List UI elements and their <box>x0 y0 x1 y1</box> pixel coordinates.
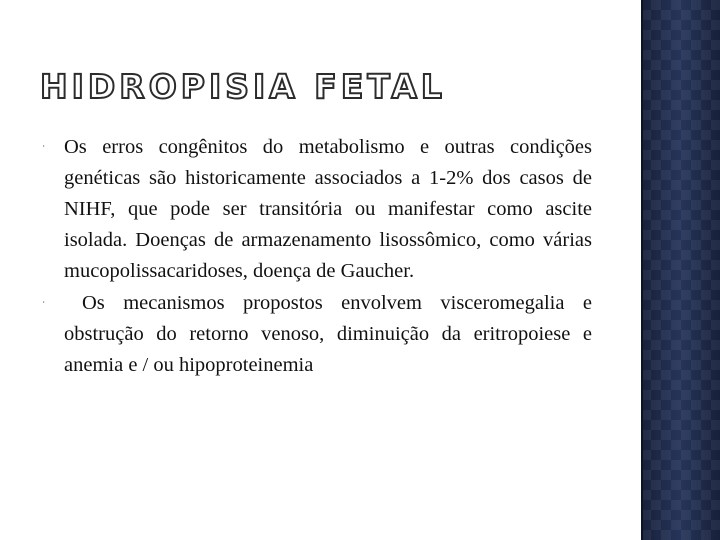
bullet-marker-icon: ᐧ <box>42 141 45 153</box>
bullet-item <box>42 132 592 287</box>
sidebar-edge <box>641 0 643 540</box>
bullet-marker-icon: ᐧ <box>42 297 45 309</box>
bullet-text: Os mecanismos propostos envolvem visceromegalia e obstrução do retorno venoso, diminuição da eritropoiese e anemia e / ou hipoproteinemia <box>64 292 592 376</box>
bullet-item <box>42 288 592 381</box>
bullet-text: Os erros congênitos do metabolismo e outras condições genéticas são historicamente associados a 1-2% dos casos de NIHF, que pode ser transitória ou manifestar como ascite isolada. Doenças de armazenamento lisossômico, como várias mucopolissacaridoses, doença de Gaucher. <box>64 136 592 282</box>
decorative-sidebar <box>641 0 720 540</box>
slide-content <box>42 132 592 381</box>
slide-title: HIDROPISIA FETAL <box>40 67 446 106</box>
